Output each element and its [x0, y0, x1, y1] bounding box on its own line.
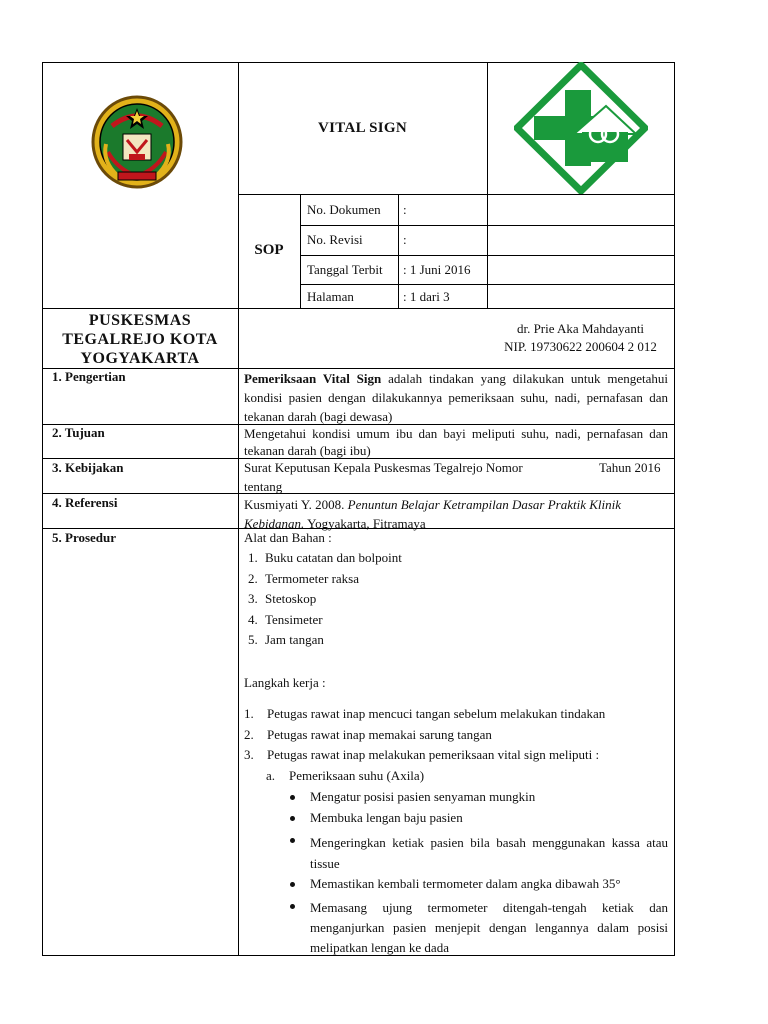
list-item: 2. Petugas rawat inap memakai sarung tangan — [244, 726, 492, 742]
section-label-prosedur: 5. Prosedur — [52, 530, 117, 545]
bullet-dot-icon — [290, 882, 295, 887]
section-label-pengertian: 1. Pengertian — [52, 369, 126, 384]
langkah-title: Langkah kerja : — [244, 675, 326, 690]
list-item: Memasang ujung termometer ditengah-tengah ketiak dan menganjurkan pasien menjepit dengan lengannya dalam posisi melipatkan lengan ke dada — [310, 900, 668, 955]
signer-block — [487, 321, 674, 354]
bullet-dot-icon — [290, 904, 295, 909]
section-text-referensi — [244, 495, 668, 533]
city-emblem-icon — [88, 92, 186, 190]
referensi-text-a: Kusmiyati Y. 2008. — [244, 497, 348, 512]
meta-value-no-dokumen: : — [403, 202, 407, 217]
referensi-text-b: Yogyakarta, Fitramaya — [304, 516, 426, 531]
puskesmas-cross-icon — [514, 62, 648, 194]
list-item: Memastikan kembali termometer dalam angka dibawah 35° — [310, 876, 621, 891]
list-item: 1. Petugas rawat inap mencuci tangan sebelum melakukan tindakan — [244, 706, 606, 721]
section-text-tujuan: Mengetahui kondisi umum ibu dan bayi meliputi suhu, nadi, pernafasan dan tekanan darah (bagi ibu) — [244, 426, 668, 458]
meta-label-halaman: Halaman — [307, 289, 354, 304]
section-label-referensi: 4. Referensi — [52, 495, 118, 510]
list-item: 5. Jam tangan — [248, 632, 324, 647]
signer-nip: NIP. 19730622 200604 2 012 — [504, 339, 657, 354]
referensi-italic: Penuntun Belajar Ketrampilan Dasar Praktik Klinik Kebidanan. — [244, 497, 621, 531]
section-text-pengertian — [244, 369, 668, 426]
meta-label-no-revisi: No. Revisi — [307, 232, 363, 247]
section-label-kebijakan: 3. Kebijakan — [52, 460, 124, 475]
bullet-dot-icon — [290, 838, 295, 843]
kebijakan-text-a: Surat Keputusan Kepala Puskesmas Tegalrejo Nomor — [244, 460, 523, 475]
org-line-1: PUSKESMAS — [88, 312, 192, 329]
meta-value-halaman: : 1 dari 3 — [403, 289, 450, 304]
list-item: Mengatur posisi pasien senyaman mungkin — [310, 789, 536, 804]
sop-label: SOP — [254, 242, 284, 258]
bullet-dot-icon — [290, 795, 295, 800]
list-item: 4. Tensimeter — [248, 611, 323, 627]
meta-value-tanggal-terbit: : 1 Juni 2016 — [403, 262, 471, 277]
kebijakan-text-b: Tahun 2016 — [599, 460, 661, 475]
langkah-list — [244, 706, 668, 768]
org-line-3: YOGYAKARTA — [80, 350, 200, 367]
list-item: 3. Stetoskop — [248, 591, 317, 606]
meta-value-no-revisi: : — [403, 232, 407, 247]
bullet-dot-icon — [290, 816, 295, 821]
org-line-2: TEGALREJO KOTA — [62, 331, 218, 348]
list-item: 3. Petugas rawat inap melakukan pemeriksaan vital sign meliputi : — [244, 747, 600, 762]
list-item: 2. Termometer raksa — [248, 570, 360, 586]
alat-title: Alat dan Bahan : — [244, 530, 332, 545]
meta-label-tanggal-terbit: Tanggal Terbit — [307, 262, 383, 277]
pengertian-text: adalah tindakan yang dilakukan untuk mengetahui kondisi pasien dengan dilakukannya pemeriksaan suhu, nadi, pernafasan dan tekanan darah (bagi dewasa) — [244, 371, 668, 424]
organization-name — [42, 311, 238, 368]
meta-label-no-dokumen: No. Dokumen — [307, 202, 381, 217]
pengertian-bold-lead: Pemeriksaan Vital Sign — [244, 371, 382, 386]
document-title: VITAL SIGN — [317, 120, 407, 136]
kebijakan-text-c: tentang — [244, 479, 283, 494]
list-item: Membuka lengan baju pasien — [310, 810, 463, 825]
list-item: 1. Buku catatan dan bolpoint — [248, 550, 402, 565]
alat-list — [244, 550, 664, 653]
signer-name: dr. Prie Aka Mahdayanti — [516, 321, 645, 336]
section-label-tujuan: 2. Tujuan — [52, 425, 105, 440]
list-item: Mengeringkan ketiak pasien bila basah menggunakan kassa atau tissue — [310, 835, 668, 871]
